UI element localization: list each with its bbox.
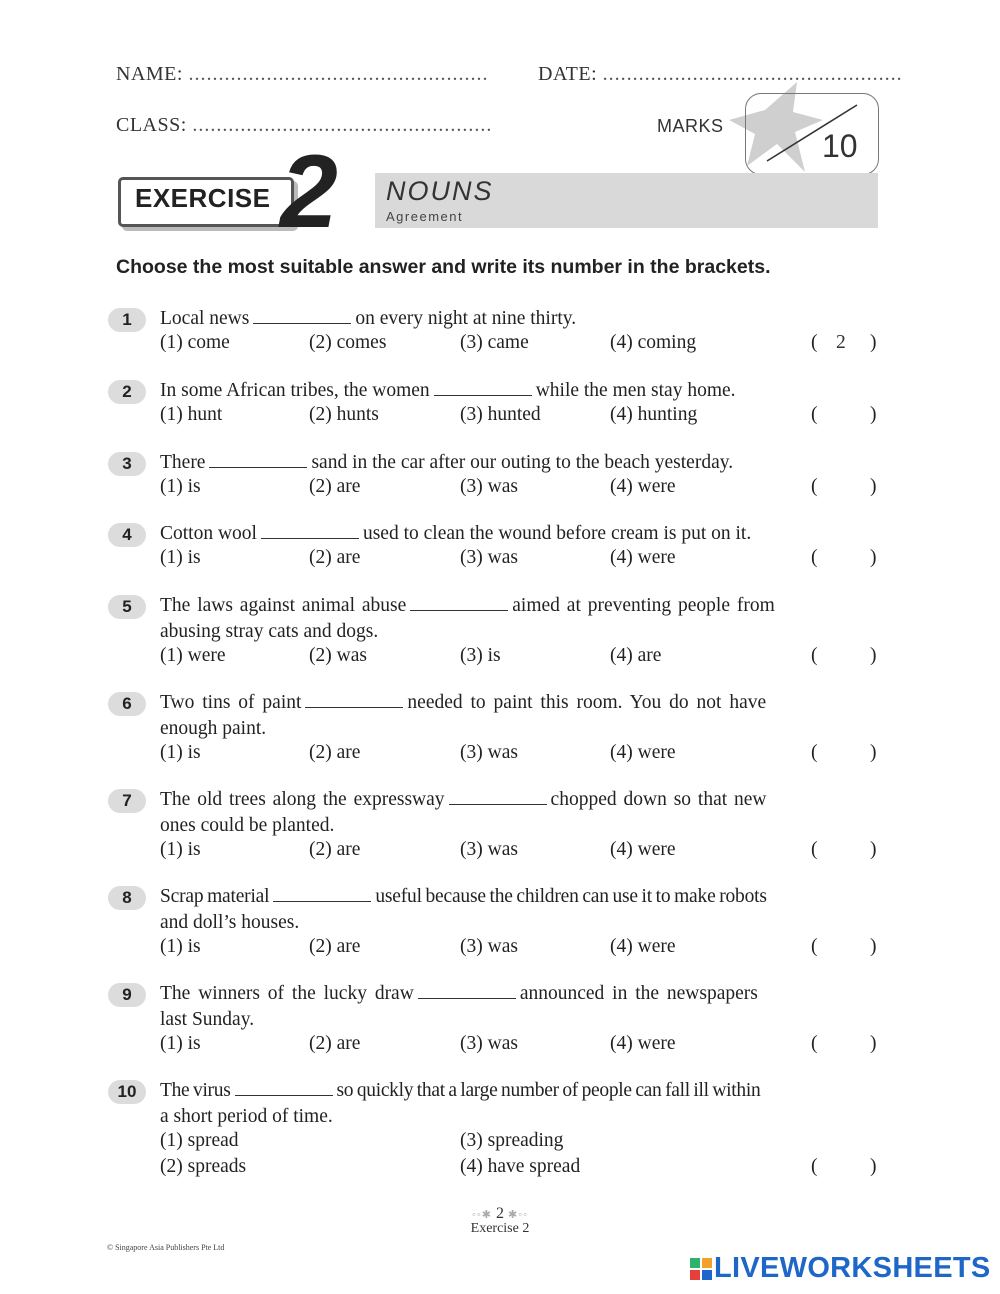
bracket-close: ): [870, 742, 877, 763]
option-1: (1) is: [160, 1033, 201, 1054]
bracket-close: ): [870, 1156, 877, 1177]
bracket-open: (: [811, 742, 818, 763]
option-2: (2) are: [309, 936, 361, 957]
stem-line: In some African tribes, the women while the men stay home.: [160, 380, 736, 401]
option-2: (2) hunts: [309, 404, 379, 425]
bracket-open: (: [811, 839, 818, 860]
liveworksheets-icon: [690, 1256, 714, 1282]
answer-blank: [305, 695, 403, 708]
option-4: (4) were: [610, 547, 676, 568]
question-stem: [160, 787, 880, 838]
liveworksheets-logo[interactable]: [690, 1252, 991, 1285]
option-1: (1) is: [160, 839, 201, 860]
question-stem: [160, 1078, 880, 1129]
option-1: (1) is: [160, 742, 201, 763]
option-3: (3) was: [460, 547, 518, 568]
option-2: (2) are: [309, 742, 361, 763]
question-stem: [160, 690, 880, 741]
bracket-open: (: [811, 404, 818, 425]
bracket-close: ): [870, 645, 877, 666]
exercise-word: EXERCISE: [135, 183, 271, 213]
option-4: (4) coming: [610, 332, 697, 353]
option-4: (4) were: [610, 742, 676, 763]
bracket-close: ): [870, 547, 877, 568]
decor-right: ✱◦◦: [508, 1209, 529, 1221]
question-number: 2: [108, 380, 146, 404]
option-2: (2) are: [309, 1033, 361, 1054]
class-dots[interactable]: ..................................................: [192, 114, 493, 136]
bracket-close: ): [870, 404, 877, 425]
bracket-open: (: [811, 332, 818, 353]
answer-blank: [449, 792, 547, 805]
name-dots[interactable]: ..................................................: [188, 63, 489, 85]
option-4: (4) were: [610, 1033, 676, 1054]
option-3: (3) was: [460, 476, 518, 497]
decor-left: ◦◦✱: [471, 1209, 492, 1221]
bracket-open: (: [811, 645, 818, 666]
option-4: (4) hunting: [610, 404, 698, 425]
bracket-close: ): [870, 936, 877, 957]
option-1: (1) is: [160, 547, 201, 568]
option-4: (4) have spread: [460, 1156, 581, 1177]
stem-line: The laws against animal abuse aimed at preventing people from: [160, 595, 775, 616]
stem-line: The winners of the lucky draw announced in the newspapers: [160, 983, 758, 1004]
bracket-close: ): [870, 332, 877, 353]
answer-blank: [235, 1083, 333, 1096]
stem-line: ones could be planted.: [160, 814, 335, 836]
topic-title: NOUNS: [386, 176, 494, 206]
stem-line: The old trees along the expressway chopped down so that new: [160, 789, 767, 810]
stem-line: Cotton wool used to clean the wound before cream is put on it.: [160, 523, 752, 544]
answer-blank: [434, 383, 532, 396]
option-1: (1) spread: [160, 1130, 239, 1151]
option-2: (2) spreads: [160, 1156, 247, 1177]
question-number: 7: [108, 789, 146, 813]
answer-blank: [209, 455, 307, 468]
option-1: (1) is: [160, 936, 201, 957]
stem-line: abusing stray cats and dogs.: [160, 620, 379, 642]
date-dots[interactable]: ..................................................: [602, 63, 903, 85]
answer-blank: [273, 889, 371, 902]
stem-line: and doll’s houses.: [160, 911, 300, 933]
option-4: (4) are: [610, 645, 662, 666]
question-stem: [160, 306, 880, 332]
marks-total: 10: [822, 128, 858, 164]
option-3: (3) spreading: [460, 1130, 564, 1151]
answer-blank: [253, 311, 351, 324]
question-number: 10: [108, 1080, 146, 1104]
question-number: 9: [108, 983, 146, 1007]
option-2: (2) are: [309, 476, 361, 497]
bracket-open: (: [811, 1156, 818, 1177]
option-3: (3) is: [460, 645, 501, 666]
answer-input[interactable]: 2: [836, 332, 846, 353]
date-field: [538, 63, 903, 86]
question-stem: [160, 981, 880, 1032]
option-1: (1) come: [160, 332, 230, 353]
option-3: (3) was: [460, 936, 518, 957]
name-field: [116, 63, 488, 86]
stem-line: The virus so quickly that a large number of people can fall ill within: [160, 1080, 761, 1101]
answer-blank: [261, 526, 359, 539]
marks-label: MARKS: [657, 116, 724, 136]
bracket-close: ): [870, 839, 877, 860]
bracket-open: (: [811, 1033, 818, 1054]
instruction: Choose the most suitable answer and write its number in the brackets.: [116, 256, 771, 278]
option-1: (1) were: [160, 645, 226, 666]
option-2: (2) are: [309, 547, 361, 568]
question-number: 4: [108, 523, 146, 547]
question-number: 8: [108, 886, 146, 910]
stem-line: enough paint.: [160, 717, 267, 739]
option-3: (3) came: [460, 332, 529, 353]
exercise-number: 2: [280, 134, 338, 250]
copyright: © Singapore Asia Publishers Pte Ltd: [107, 1243, 225, 1252]
option-3: (3) hunted: [460, 404, 541, 425]
stem-line: Scrap material useful because the children can use it to make robots: [160, 886, 767, 907]
topic-subtitle: Agreement: [386, 209, 464, 224]
stem-line: Local news on every night at nine thirty.: [160, 308, 577, 329]
question-stem: [160, 378, 880, 404]
bracket-close: ): [870, 1033, 877, 1054]
class-label: CLASS:: [116, 114, 187, 136]
question-stem: [160, 521, 880, 547]
option-2: (2) are: [309, 839, 361, 860]
stem-line: a short period of time.: [160, 1105, 333, 1127]
bracket-open: (: [811, 547, 818, 568]
stem-line: Two tins of paint needed to paint this room. You do not have: [160, 692, 767, 713]
question-stem: [160, 593, 880, 644]
option-1: (1) is: [160, 476, 201, 497]
question-number: 5: [108, 595, 146, 619]
stem-line: There sand in the car after our outing to the beach yesterday.: [160, 452, 734, 473]
option-4: (4) were: [610, 839, 676, 860]
question-stem: [160, 884, 880, 935]
footer-exercise: Exercise 2: [470, 1221, 530, 1236]
question-number: 6: [108, 692, 146, 716]
question-number: 3: [108, 452, 146, 476]
answer-blank: [410, 598, 508, 611]
date-label: DATE:: [538, 63, 598, 85]
bracket-open: (: [811, 476, 818, 497]
bracket-close: ): [870, 476, 877, 497]
option-3: (3) was: [460, 1033, 518, 1054]
name-label: NAME:: [116, 63, 183, 85]
option-4: (4) were: [610, 476, 676, 497]
question-number: 1: [108, 308, 146, 332]
liveworksheets-text: LIVEWORKSHEETS: [714, 1252, 991, 1284]
option-2: (2) was: [309, 645, 367, 666]
bracket-open: (: [811, 936, 818, 957]
answer-blank: [418, 986, 516, 999]
page-number: ◦◦✱ 2 ✱◦◦: [471, 1205, 529, 1222]
option-3: (3) was: [460, 839, 518, 860]
question-stem: [160, 450, 880, 476]
stem-line: last Sunday.: [160, 1008, 255, 1030]
option-3: (3) was: [460, 742, 518, 763]
option-1: (1) hunt: [160, 404, 223, 425]
option-4: (4) were: [610, 936, 676, 957]
option-2: (2) comes: [309, 332, 387, 353]
